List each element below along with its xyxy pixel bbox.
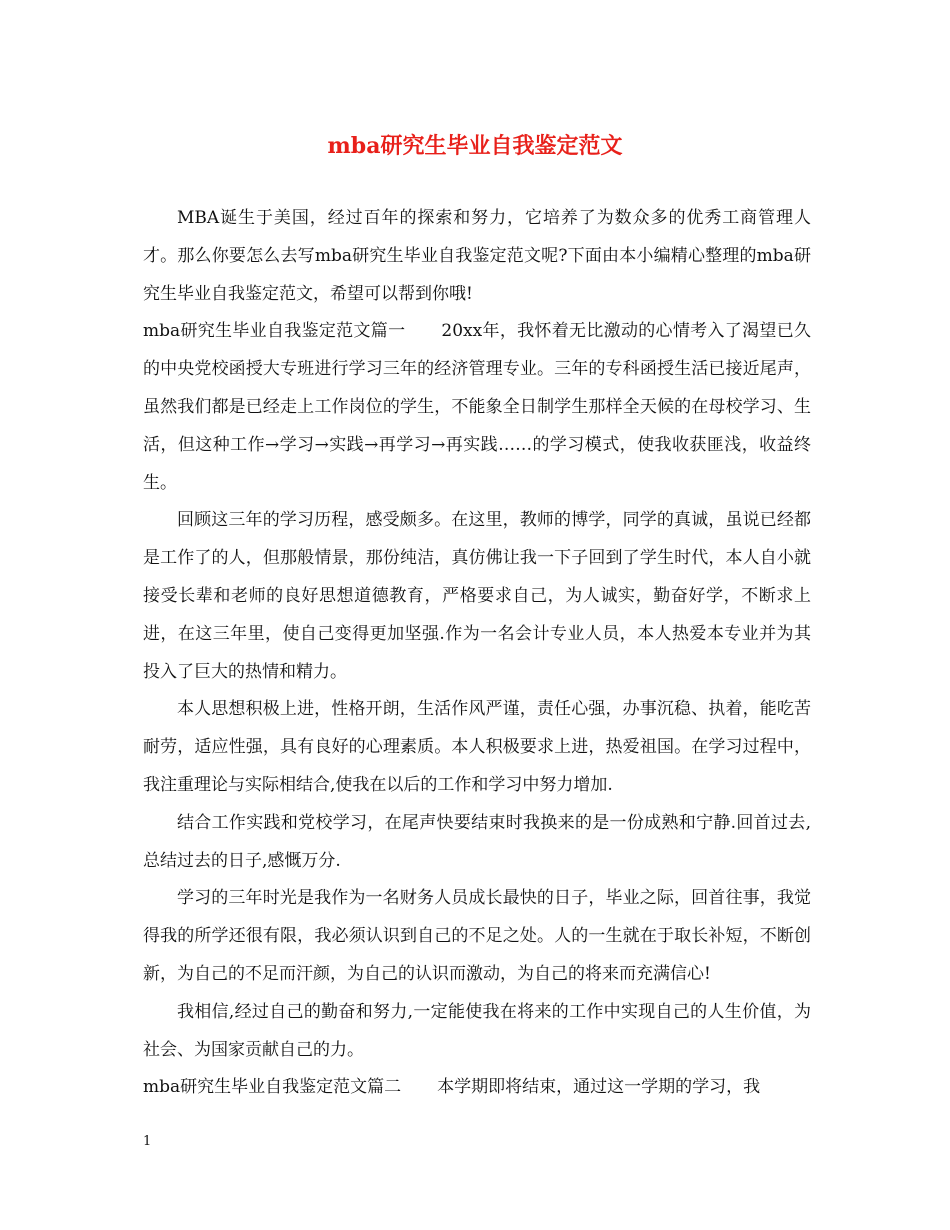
- body-paragraph: 本人思想积极上进，性格开朗，生活作风严谨，责任心强，办事沉稳、执着，能吃苦耐劳，适应性强，具有良好的心理素质。本人积极要求上进，热爱祖国。在学习过程中，我注重理论与实际相结合,使我在以后的工作和学习中努力增加.: [143, 699, 811, 795]
- body-paragraph: 我相信,经过自己的勤奋和努力,一定能使我在将来的工作中实现自己的人生价值，为社会、为国家贡献自己的力。: [143, 1001, 811, 1060]
- body-paragraph: 学习的三年时光是我作为一名财务人员成长最快的日子，毕业之际，回首往事，我觉得我的所学还很有限，我必须认识到自己的不足之处。人的一生就在于取长补短，不断创新，为自己的不足而汗颜，为自己的认识而激动，为自己的将来而充满信心!: [143, 888, 811, 984]
- section-one-heading: mba研究生毕业自我鉴定范文篇一: [143, 321, 406, 342]
- section-one-text: 20xx年，我怀着无比激动的心情考入了渴望已久的中央党校函授大专班进行学习三年的经济管理专业。三年的专科函授生活已接近尾声，虽然我们都是已经走上工作岗位的学生，不能象全日制学生那样全天候的在母校学习、生活，但这种工作→学习→实践→再学习→再实践……的学习模式，使我收获匪浅，收益终生。: [143, 321, 811, 493]
- section-two-paragraph: [143, 1069, 811, 1107]
- document-body: [143, 200, 811, 1107]
- document-title: mba研究生毕业自我鉴定范文: [327, 133, 623, 159]
- intro-paragraph: MBA诞生于美国，经过百年的探索和努力，它培养了为数众多的优秀工商管理人才。那么你要怎么去写mba研究生毕业自我鉴定范文呢?下面由本小编精心整理的mba研究生毕业自我鉴定范文，希望可以帮到你哦!: [143, 208, 811, 304]
- page-number: 1: [143, 1134, 152, 1149]
- body-paragraph: 回顾这三年的学习历程，感受颇多。在这里，教师的博学，同学的真诚，虽说已经都是工作了的人，但那般情景，那份纯洁，真仿佛让我一下子回到了学生时代，本人自小就接受长辈和老师的良好思想道德教育，严格要求自己，为人诚实，勤奋好学，不断求上进，在这三年里，使自己变得更加坚强.作为一名会计专业人员，本人热爱本专业并为其投入了巨大的热情和精力。: [143, 510, 811, 682]
- section-one-paragraph: [143, 313, 811, 502]
- body-paragraph: 结合工作实践和党校学习，在尾声快要结束时我换来的是一份成熟和宁静.回首过去,总结过去的日子,感慨万分.: [143, 812, 811, 871]
- section-two-heading: mba研究生毕业自我鉴定范文篇二: [143, 1077, 402, 1098]
- section-two-text: 本学期即将结束，通过这一学期的学习，我: [437, 1077, 761, 1098]
